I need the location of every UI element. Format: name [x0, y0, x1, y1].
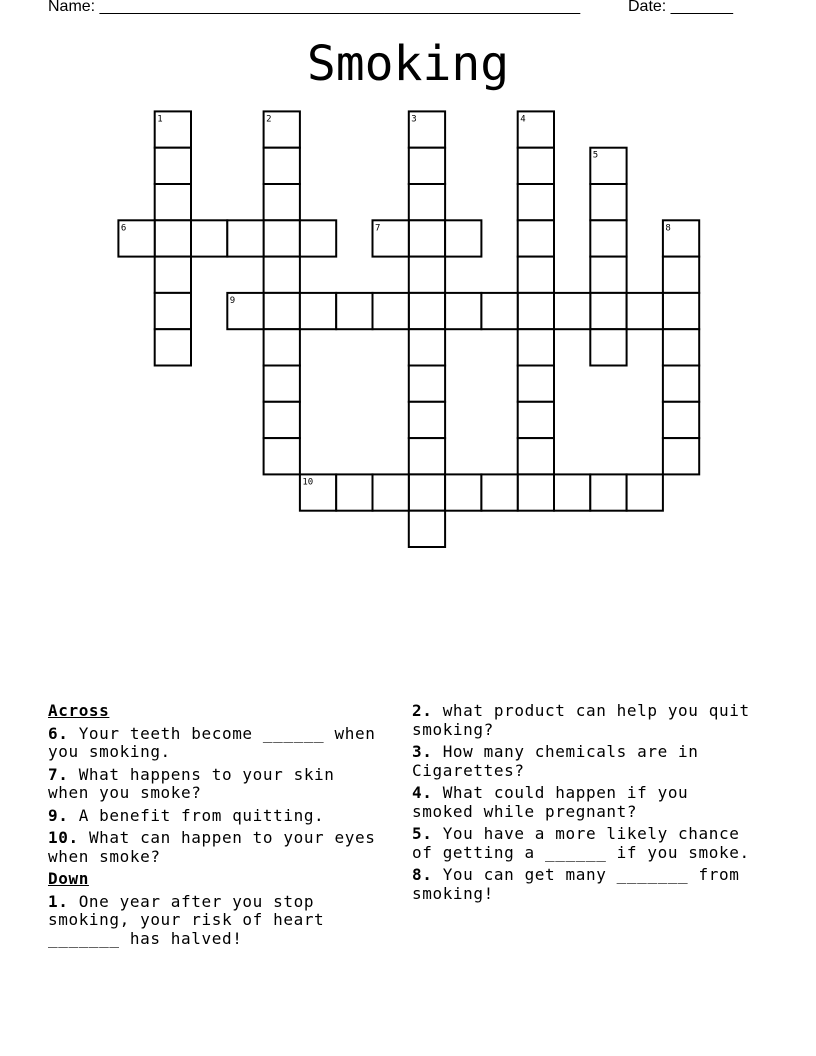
grid-cell[interactable] [518, 257, 554, 293]
grid-cell[interactable] [409, 184, 445, 220]
clue-down-1 [48, 893, 378, 949]
grid-cell[interactable] [518, 148, 554, 184]
cell-number: 9 [229, 295, 236, 306]
grid-cell[interactable] [663, 257, 699, 293]
grid-cell[interactable] [663, 366, 699, 402]
clue-text: You have a more likely chance of getting a ______ if you smoke. [412, 824, 750, 862]
grid-cell[interactable] [373, 293, 409, 329]
clues-column-left [48, 702, 378, 952]
grid-cell[interactable] [264, 366, 300, 402]
clue-across-10 [48, 829, 378, 866]
clue-down-8 [412, 866, 752, 903]
grid-cell[interactable] [336, 474, 372, 510]
grid-cell[interactable] [445, 293, 481, 329]
grid-cell[interactable] [481, 474, 517, 510]
cell-number: 10 [302, 477, 314, 488]
grid-cell[interactable] [264, 148, 300, 184]
grid-cell[interactable] [155, 257, 191, 293]
clue-text: One year after you stop smoking, your risk of heart _______ has halved! [48, 891, 325, 948]
grid-cell[interactable] [191, 220, 227, 256]
clue-number: 7. [48, 764, 69, 784]
grid-cell[interactable] [518, 474, 554, 510]
clue-text: What can happen to your eyes when smoke? [48, 828, 376, 866]
grid-cell[interactable] [554, 474, 590, 510]
grid-cell[interactable] [445, 474, 481, 510]
cell-number: 6 [120, 223, 127, 234]
cell-number: 3 [411, 114, 417, 125]
grid-cell[interactable] [663, 402, 699, 438]
grid-cell[interactable] [518, 402, 554, 438]
grid-cell[interactable] [409, 148, 445, 184]
grid-cell[interactable] [518, 366, 554, 402]
grid-cell[interactable] [554, 293, 590, 329]
puzzle-title: Smoking [306, 36, 510, 92]
clue-number: 1. [48, 891, 69, 911]
grid-cell[interactable] [663, 293, 699, 329]
clue-down-3 [412, 743, 752, 780]
grid-cell[interactable] [155, 293, 191, 329]
clue-text: Your teeth become ______ when you smoking. [48, 723, 376, 761]
grid-cell[interactable] [518, 329, 554, 365]
grid-cell[interactable] [409, 220, 445, 256]
clue-text: You can get many _______ from smoking! [412, 865, 740, 903]
clue-text: A benefit from quitting. [78, 805, 325, 825]
clue-text: what product can help you quit smoking? [412, 701, 750, 739]
grid-cell[interactable] [155, 148, 191, 184]
grid-cell[interactable] [481, 293, 517, 329]
across-heading: Across [48, 701, 110, 720]
grid-cell[interactable] [155, 184, 191, 220]
grid-cell[interactable] [518, 438, 554, 474]
cell-number: 7 [375, 223, 381, 234]
clue-number: 9. [48, 805, 69, 825]
grid-cell[interactable] [264, 220, 300, 256]
grid-cell[interactable] [264, 438, 300, 474]
grid-cell[interactable] [264, 402, 300, 438]
grid-cell[interactable] [409, 511, 445, 547]
down-heading: Down [48, 869, 89, 888]
grid-cell[interactable] [264, 257, 300, 293]
grid-cell[interactable] [155, 329, 191, 365]
grid-cell[interactable] [590, 257, 626, 293]
clue-down-2 [412, 702, 752, 739]
grid-cell[interactable] [590, 293, 626, 329]
grid-cell[interactable] [264, 293, 300, 329]
grid-cell[interactable] [518, 184, 554, 220]
grid-cell[interactable] [409, 257, 445, 293]
grid-cell[interactable] [264, 184, 300, 220]
grid-cell[interactable] [590, 474, 626, 510]
clue-across-9 [48, 807, 378, 826]
grid-cell[interactable] [627, 474, 663, 510]
grid-cell[interactable] [409, 329, 445, 365]
grid-cell[interactable] [445, 220, 481, 256]
name-field-label: Name: ______________________________________________________ [48, 0, 581, 15]
clue-text: What happens to your skin when you smoke? [48, 764, 335, 802]
grid-cell[interactable] [663, 329, 699, 365]
grid-cell[interactable] [518, 293, 554, 329]
grid-cell[interactable] [518, 220, 554, 256]
grid-cell[interactable] [227, 220, 263, 256]
clue-down-5 [412, 825, 752, 862]
cell-number: 8 [665, 223, 671, 234]
grid-cell[interactable] [336, 293, 372, 329]
clue-text: How many chemicals are in Cigarettes? [412, 742, 699, 780]
clue-number: 6. [48, 723, 69, 743]
clues-column-right [412, 702, 752, 907]
clue-text: What could happen if you smoked while pregnant? [412, 783, 689, 821]
grid-cell[interactable] [590, 184, 626, 220]
cell-number: 2 [266, 114, 272, 125]
grid-cell[interactable] [264, 329, 300, 365]
grid-cell[interactable] [409, 474, 445, 510]
clue-down-4 [412, 784, 752, 821]
grid-cell[interactable] [409, 438, 445, 474]
clue-number: 5. [412, 824, 433, 843]
grid-cell[interactable] [663, 438, 699, 474]
clue-across-7 [48, 766, 378, 803]
grid-cell[interactable] [300, 293, 336, 329]
grid-cell[interactable] [409, 366, 445, 402]
grid-cell[interactable] [590, 220, 626, 256]
grid-cell[interactable] [300, 220, 336, 256]
grid-cell[interactable] [409, 293, 445, 329]
cell-number: 5 [592, 150, 599, 161]
grid-cell[interactable] [590, 329, 626, 365]
grid-cell[interactable] [373, 474, 409, 510]
clue-number: 10. [48, 828, 79, 847]
grid-cell[interactable] [409, 402, 445, 438]
clue-across-6 [48, 725, 378, 762]
clue-number: 4. [412, 783, 433, 802]
clue-number: 2. [412, 701, 433, 720]
date-field-label: Date: _______ [628, 0, 733, 15]
grid-cell[interactable] [627, 293, 663, 329]
grid-cell[interactable] [155, 220, 191, 256]
clue-number: 8. [412, 865, 433, 884]
clue-number: 3. [412, 742, 433, 761]
cell-number: 4 [520, 114, 526, 125]
cell-number: 1 [157, 114, 163, 125]
